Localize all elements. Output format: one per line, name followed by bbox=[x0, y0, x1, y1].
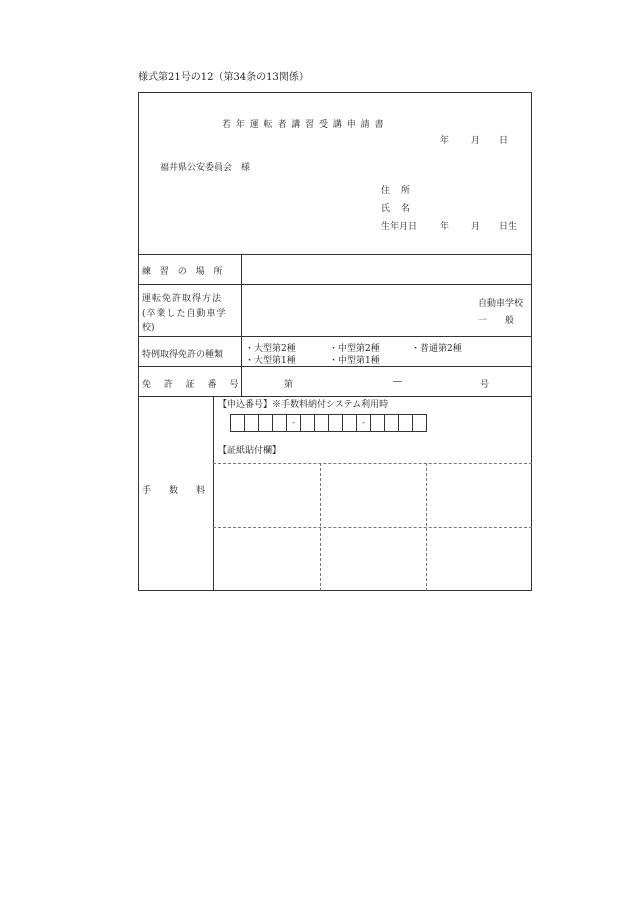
birth-month-label: 月 bbox=[471, 222, 481, 232]
stamp-grid-line bbox=[213, 527, 532, 528]
birthdate-label: 生年月日 bbox=[381, 222, 418, 232]
license-method-label: 運転免許取得方法 bbox=[142, 294, 223, 304]
license-type-option: ・中型第1種 bbox=[329, 356, 380, 366]
divider-line bbox=[138, 254, 532, 255]
stamp-grid-line bbox=[213, 463, 532, 464]
license-type-option: ・大型第2種 bbox=[245, 344, 296, 354]
digit-box[interactable] bbox=[230, 414, 245, 432]
digit-box[interactable] bbox=[370, 414, 385, 432]
application-number-boxes bbox=[230, 414, 427, 432]
license-number-prefix: 第 bbox=[284, 380, 294, 390]
digit-box[interactable] bbox=[244, 414, 259, 432]
license-method-driving-school: 自動車学校 bbox=[478, 299, 524, 309]
venue-label: 練 習 の 場 所 bbox=[142, 267, 226, 277]
license-method-label-note: (卒業した自動車学 bbox=[142, 309, 227, 319]
column-divider bbox=[213, 396, 214, 591]
digit-box[interactable] bbox=[328, 414, 343, 432]
stamp-section-heading: 【証紙貼付欄】 bbox=[218, 446, 282, 456]
date-month-label: 月 bbox=[471, 136, 481, 146]
license-number-suffix: 号 bbox=[480, 380, 490, 390]
license-type-option: ・中型第2種 bbox=[329, 344, 380, 354]
separator-box: - bbox=[356, 414, 371, 432]
digit-box[interactable] bbox=[342, 414, 357, 432]
license-method-general: 一 般 bbox=[478, 316, 515, 326]
digit-box[interactable] bbox=[258, 414, 273, 432]
application-number-heading: 【申込番号】※手数料納付システム利用時 bbox=[218, 400, 389, 410]
name-label: 氏 名 bbox=[381, 204, 414, 214]
birth-year-label: 年 bbox=[440, 222, 450, 232]
divider-line bbox=[138, 366, 532, 367]
license-method-label-note-end: 校) bbox=[142, 323, 155, 333]
license-number-dash: ― bbox=[393, 377, 402, 387]
date-year-label: 年 bbox=[440, 136, 450, 146]
license-type-option: ・大型第1種 bbox=[245, 356, 296, 366]
digit-box[interactable] bbox=[300, 414, 315, 432]
stamp-grid-line bbox=[426, 463, 427, 591]
digit-box[interactable] bbox=[314, 414, 329, 432]
birth-day-label: 日生 bbox=[499, 222, 518, 232]
column-divider bbox=[241, 254, 242, 396]
divider-line bbox=[138, 284, 532, 285]
license-type-option: ・普通第2種 bbox=[411, 344, 462, 354]
separator-box: - bbox=[286, 414, 301, 432]
form-title: 若 年 運 転 者 講 習 受 講 申 請 書 bbox=[222, 120, 385, 130]
stamp-grid-line bbox=[320, 463, 321, 591]
form-reference: 様式第21号の12（第34条の13関係） bbox=[138, 72, 309, 83]
digit-box[interactable] bbox=[272, 414, 287, 432]
digit-box[interactable] bbox=[398, 414, 413, 432]
license-number-label: 免 許 証 番 号 bbox=[142, 380, 244, 390]
fee-label: 手 数 料 bbox=[142, 486, 206, 496]
digit-box[interactable] bbox=[412, 414, 427, 432]
address-label: 住 所 bbox=[381, 186, 414, 196]
digit-box[interactable] bbox=[384, 414, 399, 432]
date-day-label: 日 bbox=[499, 136, 509, 146]
addressee: 福井県公安委員会 様 bbox=[160, 163, 251, 173]
license-type-label: 特例取得免許の種類 bbox=[142, 350, 224, 360]
divider-line bbox=[138, 336, 532, 337]
